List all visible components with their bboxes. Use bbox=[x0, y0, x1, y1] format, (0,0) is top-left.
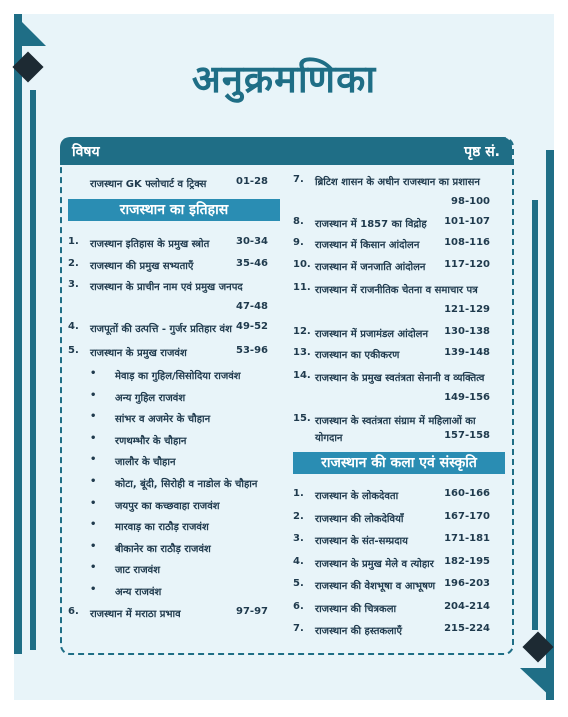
right-stripe bbox=[546, 150, 554, 700]
toc-entry-title: राजस्थान की वेशभूषा व आभूषण bbox=[315, 581, 436, 592]
page-column-header: पृष्ठ सं. bbox=[464, 144, 500, 160]
toc-entry-page: 160-166 bbox=[444, 488, 490, 499]
toc-entry-title: राजस्थान के प्रमुख स्वतंत्रता सेनानी व व्यक्तित्व bbox=[315, 373, 485, 384]
toc-subentry-title: अन्य गुहिल राजवंश bbox=[115, 392, 186, 404]
toc-entry-page: 157-158 bbox=[444, 430, 490, 441]
toc-entry-title: राजस्थान के प्रमुख मेले व त्योहार bbox=[315, 558, 434, 570]
toc-entry-number: 1. bbox=[68, 236, 79, 247]
toc-entry-number: 6. bbox=[68, 606, 79, 617]
toc-entry-title: राजस्थान के लोकदेवता bbox=[315, 491, 399, 502]
toc-entry-page: 101-107 bbox=[444, 216, 490, 227]
toc-entry-page: 204-214 bbox=[444, 600, 490, 612]
toc-entry-page: 108-116 bbox=[444, 237, 490, 248]
toc-entry-page: 97-97 bbox=[236, 606, 268, 617]
toc-entry-page: 117-120 bbox=[444, 259, 490, 270]
toc-entry-page: 182-195 bbox=[444, 555, 490, 567]
toc-subentry-title: जयपुर का कच्छवाहा राजवंश bbox=[115, 500, 220, 512]
toc-entry-number: 3. bbox=[68, 279, 79, 290]
toc-entry-page: 53-96 bbox=[236, 345, 268, 356]
toc-entry-number: 1. bbox=[293, 488, 304, 499]
toc-entry-page: 49-52 bbox=[236, 321, 268, 332]
toc-entry-title: राजस्थान में जनजाति आंदोलन bbox=[315, 262, 426, 273]
toc-entry-title: राजस्थान में प्रजामंडल आंदोलन bbox=[315, 329, 429, 340]
toc-entry-page: 30-34 bbox=[236, 236, 268, 247]
toc-entry-number: 12. bbox=[293, 326, 311, 337]
toc-subentry-title: जाट राजवंश bbox=[115, 565, 160, 577]
bullet-icon: • bbox=[90, 411, 97, 423]
toc-subentry-title: अन्य राजवंश bbox=[115, 587, 162, 598]
toc-entry-number: 9. bbox=[293, 237, 304, 248]
toc-entry-number: 6. bbox=[293, 600, 304, 612]
toc-entry-number: 4. bbox=[293, 555, 304, 567]
bullet-icon: • bbox=[90, 368, 97, 379]
toc-subentry-title: जालौर के चौहान bbox=[115, 457, 176, 469]
toc-entry-page: 215-224 bbox=[444, 623, 490, 634]
toc-entry-page: 47-48 bbox=[236, 301, 268, 312]
toc-header-bar bbox=[60, 137, 512, 165]
toc-subentry-title: कोटा, बूंदी, सिरोही व नाडोल के चौहान bbox=[115, 479, 258, 490]
toc-entry-page: 01-28 bbox=[236, 176, 268, 187]
bullet-icon: • bbox=[90, 562, 97, 574]
toc-entry-number: 7. bbox=[293, 174, 304, 185]
toc-entry-number: 5. bbox=[293, 578, 304, 589]
toc-entry-title: राजस्थान के प्राचीन नाम एवं प्रमुख जनपद bbox=[90, 282, 243, 293]
toc-subentry-title: रणथम्भौर के चौहान bbox=[115, 435, 187, 447]
toc-entry-number: 11. bbox=[293, 282, 311, 293]
toc-entry-title: राजस्थान के संत-सम्प्रदाय bbox=[315, 536, 408, 547]
toc-entry-title: राजस्थान इतिहास के प्रमुख स्त्रोत bbox=[90, 239, 210, 250]
toc-entry-number: 10. bbox=[293, 259, 311, 270]
toc-subentry-title: मारवाड़ का राठौड़ राजवंश bbox=[115, 522, 209, 534]
page-title: अनुक्रमणिका bbox=[191, 57, 377, 101]
bullet-icon: • bbox=[90, 476, 97, 487]
toc-entry-title: राजस्थान की हस्तकलाएँ bbox=[315, 626, 403, 637]
bullet-icon: • bbox=[90, 497, 97, 509]
toc-entry-title: राजस्थान के प्रमुख राजवंश bbox=[90, 348, 187, 359]
bullet-icon: • bbox=[90, 432, 97, 444]
toc-entry-page: 130-138 bbox=[444, 326, 490, 337]
section-heading-history: राजस्थान का इतिहास bbox=[68, 199, 280, 221]
toc-entry-page: 139-148 bbox=[444, 347, 490, 358]
left-stripe bbox=[14, 14, 22, 654]
toc-entry-title: राजस्थान की लोकदेवियाँ bbox=[315, 513, 404, 525]
toc-subentry-title: बीकानेर का राठौड़ राजवंश bbox=[115, 543, 211, 555]
bullet-icon: • bbox=[90, 540, 97, 552]
right-stripe-inner bbox=[532, 200, 538, 630]
section-heading-art-culture: राजस्थान की कला एवं संस्कृति bbox=[293, 452, 505, 474]
toc-entry-number: 14. bbox=[293, 370, 311, 381]
bullet-icon: • bbox=[90, 584, 97, 595]
toc-entry-page: 149-156 bbox=[444, 392, 490, 403]
toc-entry-number: 15. bbox=[293, 413, 311, 424]
left-stripe-inner bbox=[30, 90, 36, 650]
toc-entry-page: 167-170 bbox=[444, 510, 490, 522]
bullet-icon: • bbox=[90, 519, 97, 531]
toc-entry-title: राजस्थान GK फ्लोचार्ट व ट्रिक्स bbox=[90, 179, 207, 190]
toc-subentry-title: मेवाड़ का गुहिल/सिसोदिया राजवंश bbox=[115, 371, 241, 382]
toc-entry-number: 2. bbox=[68, 258, 79, 269]
toc-entry-page: 196-203 bbox=[444, 578, 490, 589]
toc-entry-number: 8. bbox=[293, 216, 304, 227]
toc-entry-title: राजस्थान में किसान आंदोलन bbox=[315, 240, 420, 251]
toc-entry-page: 35-46 bbox=[236, 258, 268, 269]
bullet-icon: • bbox=[90, 454, 97, 466]
toc-entry-number: 5. bbox=[68, 345, 79, 356]
toc-entry-title: राजस्थान में 1857 का विद्रोह bbox=[315, 219, 427, 230]
toc-entry-number: 7. bbox=[293, 623, 304, 634]
toc-entry-title: राजस्थान में मराठा प्रभाव bbox=[90, 609, 181, 620]
toc-entry-title: राजपूतों की उत्पत्ति - गुर्जर प्रतिहार वंश bbox=[90, 324, 232, 335]
toc-entry-page: 98-100 bbox=[451, 196, 490, 207]
toc-entry-page: 171-181 bbox=[444, 533, 490, 544]
toc-entry-title: ब्रिटिश शासन के अधीन राजस्थान का प्रशासन bbox=[315, 177, 480, 188]
toc-subentry-title: सांभर व अजमेर के चौहान bbox=[115, 414, 211, 426]
toc-entry-number: 3. bbox=[293, 533, 304, 544]
toc-entry-page: 121-129 bbox=[444, 304, 490, 315]
toc-entry-title: राजस्थान की प्रमुख सभ्यताएँ bbox=[90, 261, 194, 272]
toc-entry-title-continued: योगदान bbox=[315, 433, 343, 444]
toc-entry-number: 13. bbox=[293, 347, 311, 358]
subject-column-header: विषय bbox=[72, 144, 100, 160]
toc-entry-title: राजस्थान के स्वतंत्रता संग्राम में महिलाओं का bbox=[315, 416, 476, 427]
toc-entry-title: राजस्थान में राजनीतिक चेतना व समाचार पत्र bbox=[315, 285, 478, 296]
toc-entry-title: राजस्थान की चित्रकला bbox=[315, 603, 397, 615]
bullet-icon: • bbox=[90, 389, 97, 401]
toc-entry-number: 4. bbox=[68, 321, 79, 332]
toc-entry-title: राजस्थान का एकीकरण bbox=[315, 350, 400, 361]
toc-entry-number: 2. bbox=[293, 510, 304, 522]
